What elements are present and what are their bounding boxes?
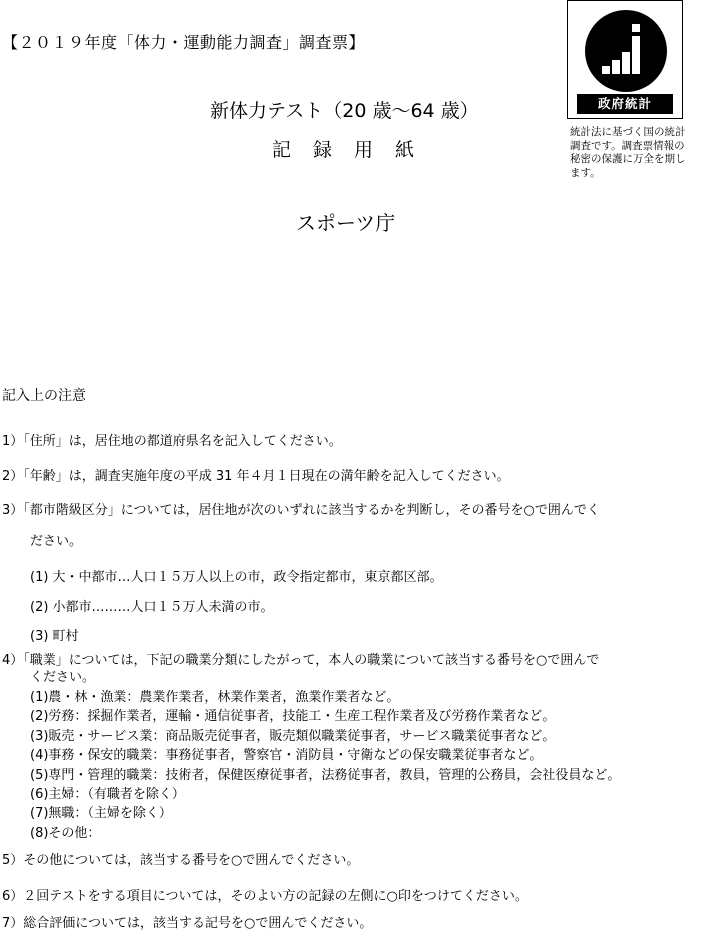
note-item-occupation-cont: ください。 bbox=[30, 670, 96, 685]
note-item-other: 5）その他については，該当する番号を○で囲んでください。 bbox=[2, 853, 360, 868]
government-statistics-label: 政府統計 bbox=[577, 94, 673, 114]
notes-heading: 記入上の注意 bbox=[2, 388, 86, 404]
occupation-option: (7)無職：（主婦を除く） bbox=[30, 806, 172, 821]
city-class-option: (3) 町村 bbox=[30, 629, 79, 644]
note-item-city-class-cont: ださい。 bbox=[30, 534, 83, 549]
note-item-age: 2）「年齢」は，調査実施年度の平成 31 年４月１日現在の満年齢を記入してください。 bbox=[2, 469, 510, 484]
occupation-option: (5)専門・管理的職業：技術者，保健医療従事者，法務従事者，教員，管理的公務員，会社役員など。 bbox=[30, 768, 621, 783]
statistics-logo-icon bbox=[581, 9, 671, 93]
note-item-occupation: 4）「職業」については，下記の職業分類にしたがって，本人の職業について該当する番号を○で囲んで bbox=[2, 653, 600, 668]
occupation-option: (1)農・林・漁業：農業作業者，林業作業者，漁業作業者など。 bbox=[30, 690, 400, 705]
government-statistics-mark bbox=[567, 0, 683, 119]
test-title: 新体力テスト（20 歳～64 歳） bbox=[210, 100, 479, 122]
occupation-option: (3)販売・サービス業：商品販売従事者，販売類似職業従事者，サービス職業従事者など。 bbox=[30, 729, 556, 744]
occupation-option: (4)事務・保安的職業：事務従事者，警察官・消防員・守衛などの保安職業従事者など。 bbox=[30, 748, 543, 763]
note-item-address: 1）「住所」は，居住地の都道府県名を記入してください。 bbox=[2, 434, 342, 449]
occupation-option: (2)労務：採掘作業者，運輸・通信従事者，技能工・生産工程作業者及び労務作業者など。 bbox=[30, 709, 556, 724]
note-item-overall-rating: 7）総合評価については，該当する記号を○で囲んでください。 bbox=[2, 916, 373, 931]
note-item-city-class: 3）「都市階級区分」については，居住地が次のいずれに該当するかを判断し，その番号を○で囲んでく bbox=[2, 503, 600, 518]
city-class-option: (2) 小都市………人口１５万人未満の市。 bbox=[30, 600, 274, 615]
survey-header: 【２０１９年度「体力・運動能力調査」調査票】 bbox=[2, 33, 366, 52]
occupation-option: (8)その他： bbox=[30, 826, 101, 841]
form-title: 記録用紙 bbox=[272, 139, 437, 161]
note-item-two-trials: 6）２回テストをする項目については，そのよい方の記録の左側に○印をつけてください。 bbox=[2, 889, 528, 904]
occupation-option: (6)主婦：（有職者を除く） bbox=[30, 787, 185, 802]
agency-name: スポーツ庁 bbox=[296, 211, 396, 235]
confidentiality-note: 統計法に基づく国の統計調査です。調査票情報の秘密の保護に万全を期します。 bbox=[570, 126, 686, 179]
city-class-option: (1) 大・中都市…人口１５万人以上の市，政令指定都市，東京都区部。 bbox=[30, 570, 443, 585]
